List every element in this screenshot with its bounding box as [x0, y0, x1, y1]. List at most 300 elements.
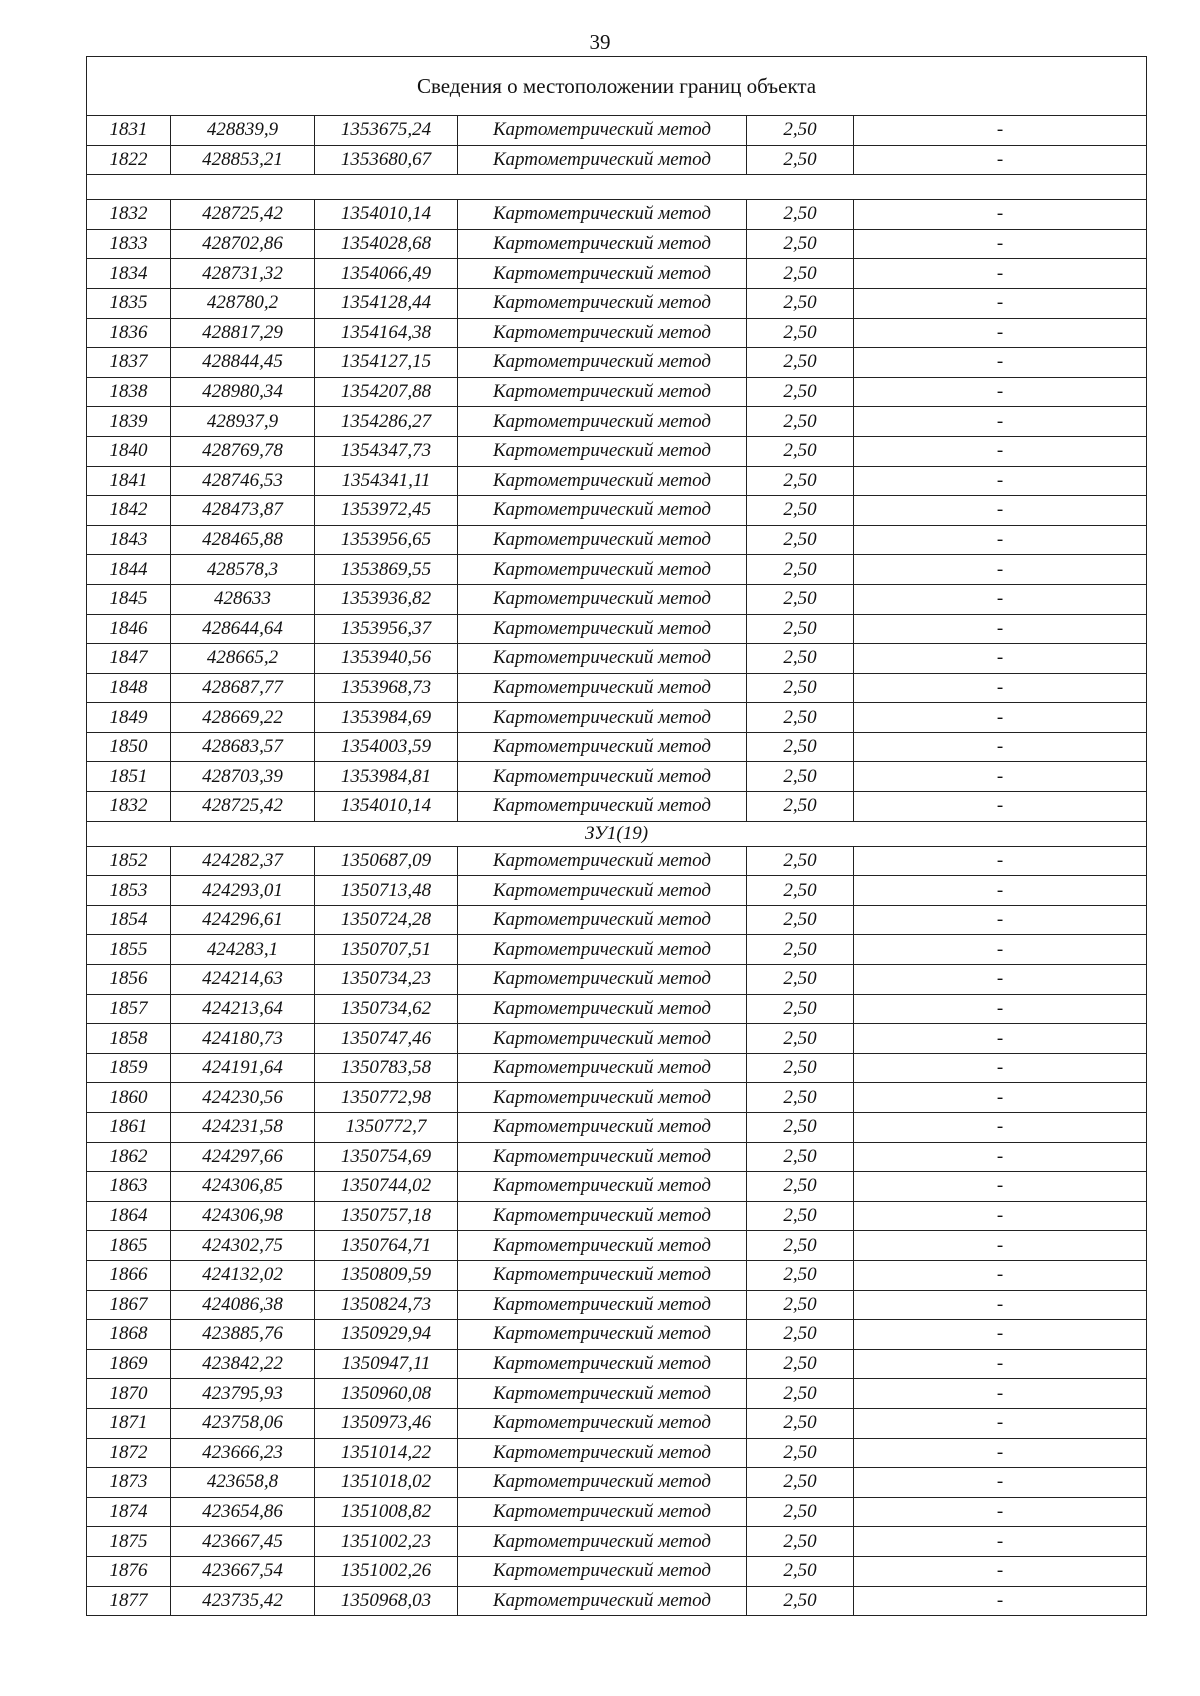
description-cell: -	[854, 377, 1147, 407]
coord-y-cell: 1350747,46	[315, 1024, 458, 1054]
accuracy-cell: 2,50	[747, 1053, 854, 1083]
method-cell: Картометрический метод	[458, 229, 747, 259]
point-number-cell: 1844	[87, 555, 171, 585]
method-cell: Картометрический метод	[458, 377, 747, 407]
accuracy-cell: 2,50	[747, 673, 854, 703]
method-cell: Картометрический метод	[458, 1053, 747, 1083]
coord-x-cell: 424297,66	[171, 1142, 315, 1172]
point-number-cell: 1864	[87, 1201, 171, 1231]
coord-y-cell: 1353869,55	[315, 555, 458, 585]
coord-y-cell: 1350929,94	[315, 1320, 458, 1350]
accuracy-cell: 2,50	[747, 703, 854, 733]
table-row	[87, 1527, 1147, 1557]
accuracy-cell: 2,50	[747, 259, 854, 289]
accuracy-cell: 2,50	[747, 555, 854, 585]
coord-y-cell: 1350824,73	[315, 1290, 458, 1320]
table-row	[87, 466, 1147, 496]
coord-x-cell: 424283,1	[171, 935, 315, 965]
description-cell: -	[854, 288, 1147, 318]
point-number-cell: 1842	[87, 496, 171, 526]
coord-x-cell: 428725,42	[171, 792, 315, 822]
table-row	[87, 1468, 1147, 1498]
coord-y-cell: 1351008,82	[315, 1497, 458, 1527]
point-number-cell: 1850	[87, 732, 171, 762]
table-row	[87, 1349, 1147, 1379]
accuracy-cell: 2,50	[747, 1142, 854, 1172]
description-cell: -	[854, 496, 1147, 526]
description-cell: -	[854, 614, 1147, 644]
point-number-cell: 1854	[87, 905, 171, 935]
accuracy-cell: 2,50	[747, 116, 854, 146]
coord-y-cell: 1350973,46	[315, 1408, 458, 1438]
coord-x-cell: 428817,29	[171, 318, 315, 348]
description-cell: -	[854, 1468, 1147, 1498]
method-cell: Картометрический метод	[458, 200, 747, 230]
accuracy-cell: 2,50	[747, 318, 854, 348]
table-row	[87, 673, 1147, 703]
coord-x-cell: 424306,98	[171, 1201, 315, 1231]
point-number-cell: 1843	[87, 525, 171, 555]
table-row	[87, 525, 1147, 555]
method-cell: Картометрический метод	[458, 905, 747, 935]
coord-y-cell: 1354028,68	[315, 229, 458, 259]
coord-y-cell: 1350757,18	[315, 1201, 458, 1231]
table-row	[87, 1142, 1147, 1172]
point-number-cell: 1834	[87, 259, 171, 289]
accuracy-cell: 2,50	[747, 407, 854, 437]
method-cell: Картометрический метод	[458, 673, 747, 703]
method-cell: Картометрический метод	[458, 525, 747, 555]
method-cell: Картометрический метод	[458, 1468, 747, 1498]
method-cell: Картометрический метод	[458, 436, 747, 466]
coord-x-cell: 428683,57	[171, 732, 315, 762]
point-number-cell: 1871	[87, 1408, 171, 1438]
method-cell: Картометрический метод	[458, 1320, 747, 1350]
coord-x-cell: 423658,8	[171, 1468, 315, 1498]
method-cell: Картометрический метод	[458, 965, 747, 995]
coord-y-cell: 1351002,23	[315, 1527, 458, 1557]
accuracy-cell: 2,50	[747, 1024, 854, 1054]
description-cell: -	[854, 348, 1147, 378]
coord-x-cell: 424191,64	[171, 1053, 315, 1083]
coord-x-cell: 423842,22	[171, 1349, 315, 1379]
coord-y-cell: 1353984,81	[315, 762, 458, 792]
table-row	[87, 318, 1147, 348]
accuracy-cell: 2,50	[747, 1586, 854, 1616]
point-number-cell: 1870	[87, 1379, 171, 1409]
accuracy-cell: 2,50	[747, 614, 854, 644]
table-row	[87, 1586, 1147, 1616]
method-cell: Картометрический метод	[458, 496, 747, 526]
table-row	[87, 145, 1147, 175]
table-row	[87, 965, 1147, 995]
coord-y-cell: 1350734,23	[315, 965, 458, 995]
description-cell: -	[854, 1172, 1147, 1202]
separator-cell	[87, 175, 1147, 200]
accuracy-cell: 2,50	[747, 145, 854, 175]
accuracy-cell: 2,50	[747, 792, 854, 822]
description-cell: -	[854, 935, 1147, 965]
accuracy-cell: 2,50	[747, 436, 854, 466]
table-row	[87, 614, 1147, 644]
accuracy-cell: 2,50	[747, 935, 854, 965]
point-number-cell: 1853	[87, 876, 171, 906]
accuracy-cell: 2,50	[747, 905, 854, 935]
coord-x-cell: 424213,64	[171, 994, 315, 1024]
coord-y-cell: 1354066,49	[315, 259, 458, 289]
description-cell: -	[854, 965, 1147, 995]
coord-y-cell: 1350764,71	[315, 1231, 458, 1261]
accuracy-cell: 2,50	[747, 876, 854, 906]
coord-y-cell: 1353936,82	[315, 584, 458, 614]
coord-y-cell: 1350783,58	[315, 1053, 458, 1083]
method-cell: Картометрический метод	[458, 116, 747, 146]
description-cell: -	[854, 1053, 1147, 1083]
table-row	[87, 1408, 1147, 1438]
coord-x-cell: 423654,86	[171, 1497, 315, 1527]
description-cell: -	[854, 466, 1147, 496]
description-cell: -	[854, 1260, 1147, 1290]
point-number-cell: 1860	[87, 1083, 171, 1113]
coord-y-cell: 1350734,62	[315, 994, 458, 1024]
coord-x-cell: 423758,06	[171, 1408, 315, 1438]
point-number-cell: 1873	[87, 1468, 171, 1498]
description-cell: -	[854, 200, 1147, 230]
description-cell: -	[854, 792, 1147, 822]
table-row	[87, 229, 1147, 259]
description-cell: -	[854, 1320, 1147, 1350]
table-row	[87, 116, 1147, 146]
coord-x-cell: 423667,45	[171, 1527, 315, 1557]
description-cell: -	[854, 1142, 1147, 1172]
table-row	[87, 288, 1147, 318]
point-number-cell: 1858	[87, 1024, 171, 1054]
accuracy-cell: 2,50	[747, 1349, 854, 1379]
point-number-cell: 1833	[87, 229, 171, 259]
point-number-cell: 1876	[87, 1556, 171, 1586]
method-cell: Картометрический метод	[458, 1556, 747, 1586]
point-number-cell: 1847	[87, 644, 171, 674]
table-row	[87, 200, 1147, 230]
method-cell: Картометрический метод	[458, 259, 747, 289]
description-cell: -	[854, 525, 1147, 555]
coord-x-cell: 428703,39	[171, 762, 315, 792]
accuracy-cell: 2,50	[747, 348, 854, 378]
coord-y-cell: 1350744,02	[315, 1172, 458, 1202]
accuracy-cell: 2,50	[747, 525, 854, 555]
coord-x-cell: 424296,61	[171, 905, 315, 935]
description-cell: -	[854, 555, 1147, 585]
table-row	[87, 584, 1147, 614]
method-cell: Картометрический метод	[458, 1497, 747, 1527]
point-number-cell: 1846	[87, 614, 171, 644]
table-row	[87, 1260, 1147, 1290]
coord-x-cell: 423735,42	[171, 1586, 315, 1616]
method-cell: Картометрический метод	[458, 1142, 747, 1172]
method-cell: Картометрический метод	[458, 1172, 747, 1202]
coord-y-cell: 1350960,08	[315, 1379, 458, 1409]
table-row	[87, 792, 1147, 822]
table-row	[87, 1379, 1147, 1409]
description-cell: -	[854, 673, 1147, 703]
description-cell: -	[854, 436, 1147, 466]
method-cell: Картометрический метод	[458, 555, 747, 585]
accuracy-cell: 2,50	[747, 732, 854, 762]
table-title: Сведения о местоположении границ объекта	[87, 57, 1147, 116]
accuracy-cell: 2,50	[747, 1468, 854, 1498]
coord-x-cell: 428853,21	[171, 145, 315, 175]
coord-x-cell: 428725,42	[171, 200, 315, 230]
method-cell: Картометрический метод	[458, 407, 747, 437]
coord-y-cell: 1350968,03	[315, 1586, 458, 1616]
coord-y-cell: 1350707,51	[315, 935, 458, 965]
coord-y-cell: 1354128,44	[315, 288, 458, 318]
coord-x-cell: 428578,3	[171, 555, 315, 585]
coord-x-cell: 428473,87	[171, 496, 315, 526]
coord-y-cell: 1353968,73	[315, 673, 458, 703]
point-number-cell: 1839	[87, 407, 171, 437]
description-cell: -	[854, 1083, 1147, 1113]
table-row	[87, 1320, 1147, 1350]
accuracy-cell: 2,50	[747, 1408, 854, 1438]
coord-x-cell: 424231,58	[171, 1113, 315, 1143]
method-cell: Картометрический метод	[458, 288, 747, 318]
point-number-cell: 1872	[87, 1438, 171, 1468]
description-cell: -	[854, 762, 1147, 792]
coord-y-cell: 1350772,98	[315, 1083, 458, 1113]
table-row	[87, 1201, 1147, 1231]
description-cell: -	[854, 1379, 1147, 1409]
coord-x-cell: 428746,53	[171, 466, 315, 496]
description-cell: -	[854, 1527, 1147, 1557]
coord-y-cell: 1353680,67	[315, 145, 458, 175]
point-number-cell: 1822	[87, 145, 171, 175]
description-cell: -	[854, 229, 1147, 259]
point-number-cell: 1866	[87, 1260, 171, 1290]
table-title-row	[87, 57, 1147, 116]
point-number-cell: 1848	[87, 673, 171, 703]
table-row	[87, 935, 1147, 965]
coord-x-cell: 428980,34	[171, 377, 315, 407]
coord-y-cell: 1354347,73	[315, 436, 458, 466]
method-cell: Картометрический метод	[458, 348, 747, 378]
accuracy-cell: 2,50	[747, 1290, 854, 1320]
accuracy-cell: 2,50	[747, 1320, 854, 1350]
accuracy-cell: 2,50	[747, 288, 854, 318]
accuracy-cell: 2,50	[747, 377, 854, 407]
method-cell: Картометрический метод	[458, 1113, 747, 1143]
table-row	[87, 348, 1147, 378]
accuracy-cell: 2,50	[747, 994, 854, 1024]
table-row	[87, 259, 1147, 289]
coord-y-cell: 1353984,69	[315, 703, 458, 733]
coord-y-cell: 1351018,02	[315, 1468, 458, 1498]
coord-y-cell: 1353972,45	[315, 496, 458, 526]
description-cell: -	[854, 1024, 1147, 1054]
coord-x-cell: 424132,02	[171, 1260, 315, 1290]
accuracy-cell: 2,50	[747, 1527, 854, 1557]
method-cell: Картометрический метод	[458, 466, 747, 496]
method-cell: Картометрический метод	[458, 1290, 747, 1320]
description-cell: -	[854, 876, 1147, 906]
table-row	[87, 1290, 1147, 1320]
coord-y-cell: 1354341,11	[315, 466, 458, 496]
accuracy-cell: 2,50	[747, 466, 854, 496]
coord-x-cell: 423666,23	[171, 1438, 315, 1468]
method-cell: Картометрический метод	[458, 1527, 747, 1557]
coord-x-cell: 428937,9	[171, 407, 315, 437]
point-number-cell: 1855	[87, 935, 171, 965]
coord-x-cell: 428769,78	[171, 436, 315, 466]
method-cell: Картометрический метод	[458, 703, 747, 733]
table-row	[87, 496, 1147, 526]
method-cell: Картометрический метод	[458, 584, 747, 614]
coord-y-cell: 1354164,38	[315, 318, 458, 348]
coord-y-cell: 1350947,11	[315, 1349, 458, 1379]
method-cell: Картометрический метод	[458, 644, 747, 674]
point-number-cell: 1877	[87, 1586, 171, 1616]
coord-y-cell: 1354010,14	[315, 200, 458, 230]
description-cell: -	[854, 1201, 1147, 1231]
coord-x-cell: 428669,22	[171, 703, 315, 733]
method-cell: Картометрический метод	[458, 1408, 747, 1438]
accuracy-cell: 2,50	[747, 1201, 854, 1231]
point-number-cell: 1845	[87, 584, 171, 614]
table-row	[87, 762, 1147, 792]
coord-y-cell: 1353956,37	[315, 614, 458, 644]
coord-x-cell: 428687,77	[171, 673, 315, 703]
description-cell: -	[854, 1113, 1147, 1143]
accuracy-cell: 2,50	[747, 846, 854, 876]
method-cell: Картометрический метод	[458, 792, 747, 822]
coord-x-cell: 424306,85	[171, 1172, 315, 1202]
method-cell: Картометрический метод	[458, 1024, 747, 1054]
method-cell: Картометрический метод	[458, 876, 747, 906]
method-cell: Картометрический метод	[458, 145, 747, 175]
description-cell: -	[854, 584, 1147, 614]
description-cell: -	[854, 318, 1147, 348]
description-cell: -	[854, 703, 1147, 733]
table-row	[87, 1083, 1147, 1113]
coord-x-cell: 423885,76	[171, 1320, 315, 1350]
point-number-cell: 1861	[87, 1113, 171, 1143]
coord-y-cell: 1350772,7	[315, 1113, 458, 1143]
accuracy-cell: 2,50	[747, 965, 854, 995]
coord-x-cell: 428465,88	[171, 525, 315, 555]
table-row	[87, 555, 1147, 585]
description-cell: -	[854, 644, 1147, 674]
coord-y-cell: 1354286,27	[315, 407, 458, 437]
coord-y-cell: 1350809,59	[315, 1260, 458, 1290]
accuracy-cell: 2,50	[747, 1083, 854, 1113]
coord-x-cell: 428780,2	[171, 288, 315, 318]
description-cell: -	[854, 732, 1147, 762]
point-number-cell: 1857	[87, 994, 171, 1024]
coord-x-cell: 428633	[171, 584, 315, 614]
coord-y-cell: 1353956,65	[315, 525, 458, 555]
coord-x-cell: 424180,73	[171, 1024, 315, 1054]
point-number-cell: 1865	[87, 1231, 171, 1261]
accuracy-cell: 2,50	[747, 1556, 854, 1586]
table-row	[87, 1024, 1147, 1054]
point-number-cell: 1836	[87, 318, 171, 348]
coord-y-cell: 1354010,14	[315, 792, 458, 822]
accuracy-cell: 2,50	[747, 1113, 854, 1143]
description-cell: -	[854, 905, 1147, 935]
coord-y-cell: 1350754,69	[315, 1142, 458, 1172]
coord-y-cell: 1353675,24	[315, 116, 458, 146]
description-cell: -	[854, 1556, 1147, 1586]
accuracy-cell: 2,50	[747, 1260, 854, 1290]
point-number-cell: 1851	[87, 762, 171, 792]
table-body	[87, 57, 1147, 1616]
description-cell: -	[854, 1231, 1147, 1261]
method-cell: Картометрический метод	[458, 732, 747, 762]
coord-x-cell: 428731,32	[171, 259, 315, 289]
point-number-cell: 1849	[87, 703, 171, 733]
point-number-cell: 1838	[87, 377, 171, 407]
coord-x-cell: 424293,01	[171, 876, 315, 906]
point-number-cell: 1837	[87, 348, 171, 378]
coord-y-cell: 1350713,48	[315, 876, 458, 906]
accuracy-cell: 2,50	[747, 1172, 854, 1202]
point-number-cell: 1859	[87, 1053, 171, 1083]
coord-y-cell: 1350724,28	[315, 905, 458, 935]
description-cell: -	[854, 259, 1147, 289]
point-number-cell: 1874	[87, 1497, 171, 1527]
table-row	[87, 703, 1147, 733]
accuracy-cell: 2,50	[747, 496, 854, 526]
coord-y-cell: 1350687,09	[315, 846, 458, 876]
coord-x-cell: 428839,9	[171, 116, 315, 146]
coord-x-cell: 424214,63	[171, 965, 315, 995]
coord-x-cell: 428844,45	[171, 348, 315, 378]
method-cell: Картометрический метод	[458, 1231, 747, 1261]
coord-x-cell: 424086,38	[171, 1290, 315, 1320]
method-cell: Картометрический метод	[458, 1349, 747, 1379]
accuracy-cell: 2,50	[747, 200, 854, 230]
point-number-cell: 1832	[87, 792, 171, 822]
method-cell: Картометрический метод	[458, 1083, 747, 1113]
description-cell: -	[854, 1349, 1147, 1379]
accuracy-cell: 2,50	[747, 1438, 854, 1468]
point-number-cell: 1856	[87, 965, 171, 995]
description-cell: -	[854, 1290, 1147, 1320]
coord-y-cell: 1354127,15	[315, 348, 458, 378]
description-cell: -	[854, 145, 1147, 175]
accuracy-cell: 2,50	[747, 762, 854, 792]
page-number: 39	[589, 30, 611, 54]
table-row	[87, 1497, 1147, 1527]
method-cell: Картометрический метод	[458, 614, 747, 644]
coord-x-cell: 428702,86	[171, 229, 315, 259]
table-row	[87, 846, 1147, 876]
point-number-cell: 1841	[87, 466, 171, 496]
method-cell: Картометрический метод	[458, 1260, 747, 1290]
table-row	[87, 1438, 1147, 1468]
coord-x-cell: 423795,93	[171, 1379, 315, 1409]
point-number-cell: 1863	[87, 1172, 171, 1202]
point-number-cell: 1852	[87, 846, 171, 876]
description-cell: -	[854, 1586, 1147, 1616]
table-row	[87, 876, 1147, 906]
point-number-cell: 1840	[87, 436, 171, 466]
table-row	[87, 644, 1147, 674]
point-number-cell: 1868	[87, 1320, 171, 1350]
point-number-cell: 1831	[87, 116, 171, 146]
table-row	[87, 732, 1147, 762]
method-cell: Картометрический метод	[458, 1438, 747, 1468]
